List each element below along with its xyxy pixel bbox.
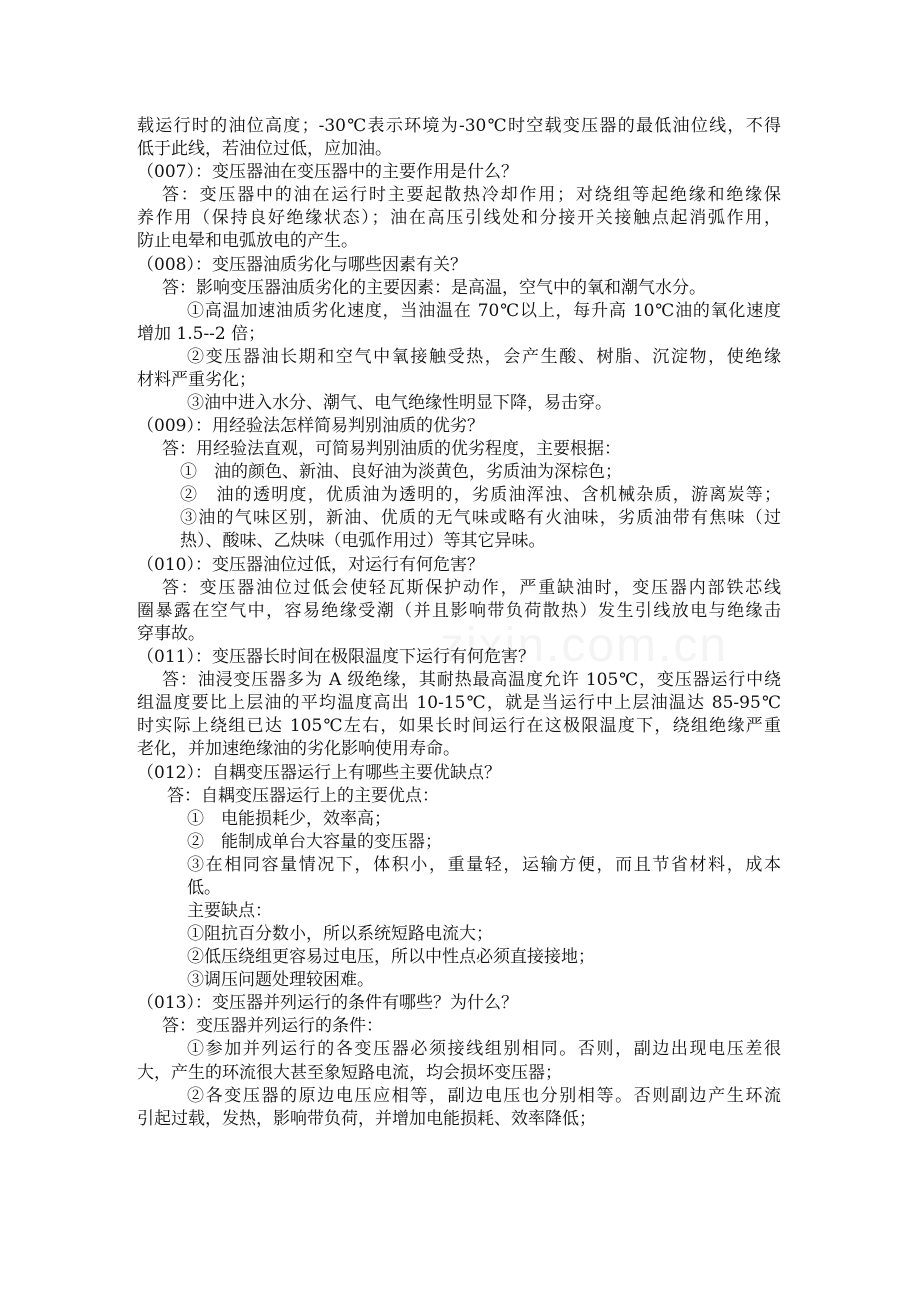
text-line: 引起过载，发热，影响带负荷，并增加电能损耗、效率降低； bbox=[137, 1109, 596, 1129]
text-line: ②各变压器的原边电压应相等，副边电压也分别相等。否则副边产生环流 bbox=[187, 1086, 781, 1106]
text-line: 答：变压器并列运行的条件： bbox=[162, 1016, 383, 1036]
text-line: 主要缺点： bbox=[187, 901, 272, 921]
question-heading: （010）：变压器油位过低，对运行有何危害？ bbox=[137, 555, 484, 575]
text-line: ①高温加速油质劣化速度，当油温在 70℃以上，每升高 10℃油的氧化速度 bbox=[187, 301, 781, 321]
text-line: ① 电能损耗少，效率高； bbox=[187, 809, 391, 829]
question-heading: （007）：变压器油在变压器中的主要作用是什么？ bbox=[137, 162, 518, 182]
question-heading: （012）：自耦变压器运行上有哪些主要优缺点？ bbox=[137, 763, 501, 783]
text-line: 时实际上绕组已达 105℃左右，如果长时间运行在这极限温度下，绕组绝缘严重 bbox=[137, 716, 781, 736]
text-line: 穿事故。 bbox=[137, 624, 205, 644]
watermark: zixin.com.cn bbox=[440, 619, 729, 672]
question-heading: （011）：变压器长时间在极限温度下运行有何危害？ bbox=[137, 647, 535, 667]
text-line: ② 油的透明度，优质油为透明的，劣质油浑浊、含机械杂质，游离炭等； bbox=[180, 485, 781, 505]
text-line: 圈暴露在空气中，容易绝缘受潮（并且影响带负荷散热）发生引线放电与绝缘击 bbox=[137, 601, 781, 621]
text-line: 答：用经验法直观，可简易判别油质的优劣程度，主要根据： bbox=[162, 439, 621, 459]
text-line: ① 油的颜色、新油、良好油为淡黄色，劣质油为深棕色； bbox=[180, 462, 622, 482]
text-line: 答：自耦变压器运行上的主要优点： bbox=[167, 786, 439, 806]
text-line: 低于此线，若油位过低，应加油。 bbox=[137, 139, 392, 159]
text-line: ③油中进入水分、潮气、电气绝缘性明显下降，易击穿。 bbox=[187, 393, 612, 413]
text-line: 防止电晕和电弧放电的产生。 bbox=[137, 231, 358, 251]
text-line: 答：油浸变压器多为 A 级绝缘，其耐热最高温度允许 105℃，变压器运行中绕 bbox=[162, 670, 781, 690]
text-line: 材料严重劣化； bbox=[137, 370, 256, 390]
text-line: ③调压问题处理较困难。 bbox=[187, 970, 374, 990]
text-line: 大，产生的环流很大甚至象短路电流，均会损坏变压器； bbox=[137, 1063, 562, 1083]
text-line: ①参加并列运行的各变压器必须接线组别相同。否则，副边出现电压差很 bbox=[187, 1039, 781, 1059]
text-line: ② 能制成单台大容量的变压器； bbox=[187, 832, 442, 852]
text-line: 组温度要比上层油的平均温度高出 10-15℃，就是当运行中上层油温达 85-95℃ bbox=[137, 693, 781, 713]
text-line: 热）、酸味、乙炔味（电弧作用过）等其它异味。 bbox=[180, 531, 546, 551]
question-heading: （009）：用经验法怎样简易判别油质的优劣？ bbox=[137, 416, 484, 436]
text-line: 增加 1.5--2 倍； bbox=[137, 324, 266, 344]
text-line: ②低压绕组更容易过电压，所以中性点必须直接接地； bbox=[187, 947, 595, 967]
question-heading: （008）：变压器油质劣化与哪些因素有关？ bbox=[137, 255, 467, 275]
text-line: 养作用（保持良好绝缘状态）；油在高压引线处和分接开关接触点起消弧作用， bbox=[137, 208, 781, 228]
question-heading: （013）：变压器并列运行的条件有哪些？为什么？ bbox=[137, 993, 518, 1013]
text-line: 答：变压器油位过低会使轻瓦斯保护动作，严重缺油时，变压器内部铁芯线 bbox=[162, 578, 781, 598]
text-line: 低。 bbox=[187, 878, 221, 898]
text-line: 载运行时的油位高度；-30℃表示环境为-30℃时空载变压器的最低油位线，不得 bbox=[137, 116, 781, 136]
text-line: ②变压器油长期和空气中氧接触受热，会产生酸、树脂、沉淀物，使绝缘 bbox=[187, 347, 781, 367]
text-line: 答：变压器中的油在运行时主要起散热冷却作用；对绕组等起绝缘和绝缘保 bbox=[162, 185, 781, 205]
text-line: ③在相同容量情况下，体积小，重量轻，运输方便，而且节省材料，成本 bbox=[187, 855, 781, 875]
text-line: ③油的气味区别，新油、优质的无气味或略有火油味，劣质油带有焦味（过 bbox=[180, 508, 781, 528]
text-line: 老化，并加速绝缘油的劣化影响使用寿命。 bbox=[137, 739, 460, 759]
text-line: ①阻抗百分数小，所以系统短路电流大； bbox=[187, 924, 493, 944]
text-line: 答：影响变压器油质劣化的主要因素：是高温，空气中的氧和潮气水分。 bbox=[162, 278, 706, 298]
